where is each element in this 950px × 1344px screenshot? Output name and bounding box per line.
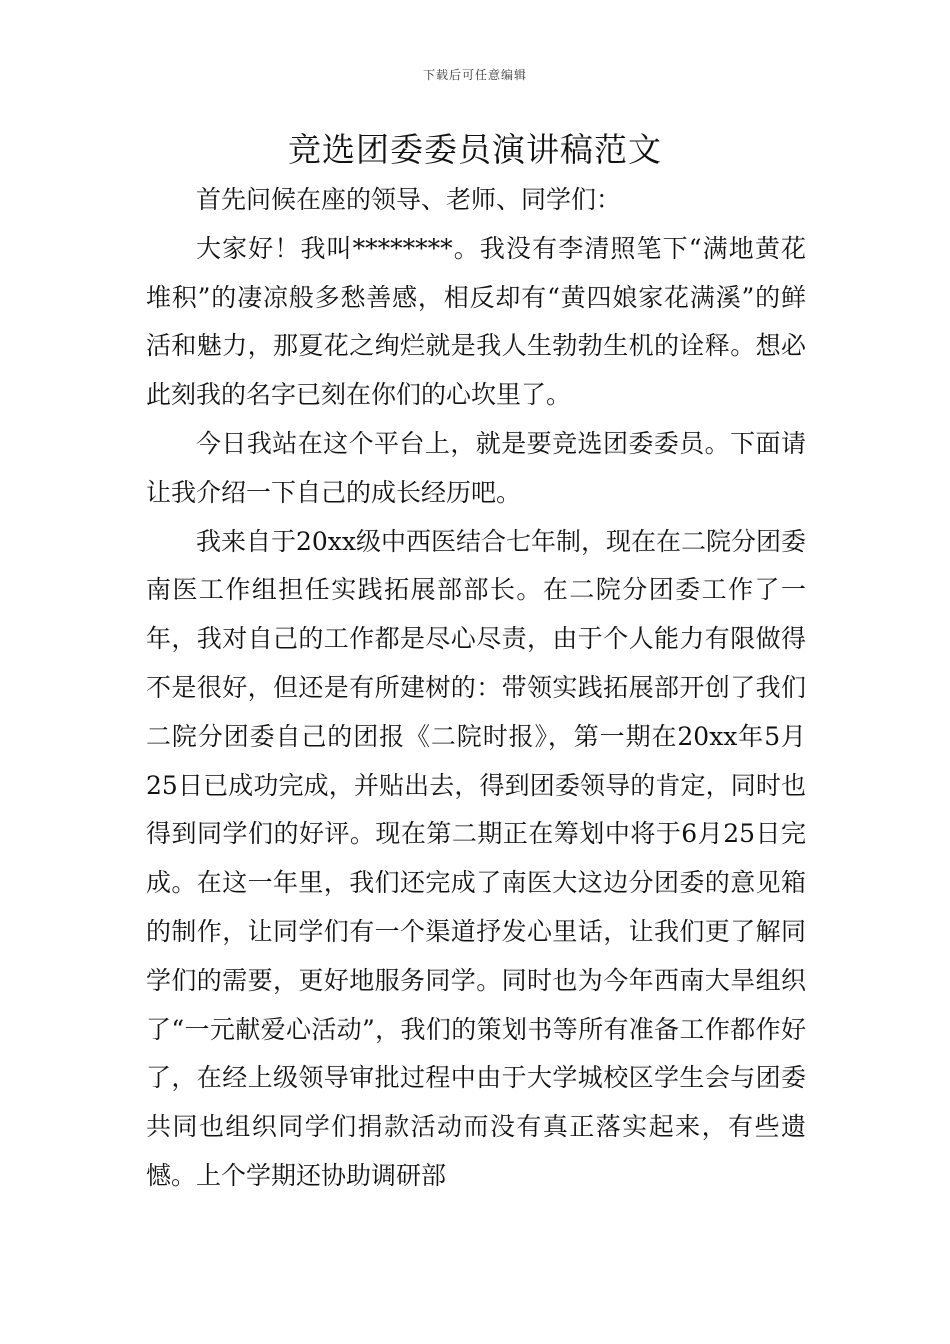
paragraph-purpose: 今日我站在这个平台上，就是要竞选团委委员。下面请让我介绍一下自己的成长经历吧。 bbox=[146, 428, 806, 507]
document-body bbox=[146, 176, 806, 1201]
paragraph-greeting: 首先问候在座的领导、老师、同学们： bbox=[196, 185, 622, 214]
paragraph-introduction: 大家好！我叫********。我没有李清照笔下“满地黄花堆积”的凄凉般多愁善感，相反却有“黄四娘家花满溪”的鲜活和魅力，那夏花之绚烂就是我人生勃勃生机的诠释。想必此刻我的名字已刻在你们的心坎里了。 bbox=[146, 233, 806, 410]
paragraph-experience: 我来自于20xx级中西医结合七年制，现在在二院分团委南医工作组担任实践拓展部部长。在二院分团委工作了一年，我对自己的工作都是尽心尽责，由于个人能力有限做得不是很好，但还是有所建树的：带领实践拓展部开创了我们二院分团委自己的团报《二院时报》，第一期在20xx年5月25日已成功完成，并贴出去，得到团委领导的肯定，同时也得到同学们的好评。现在第二期正在筹划中将于6月25日完成。在这一年里，我们还完成了南医大这边分团委的意见箱的制作，让同学们有一个渠道抒发心里话，让我们更了解同学们的需要，更好地服务同学。同时也为今年西南大旱组织了“一元献爱心活动”，我们的策划书等所有准备工作都作好了，在经上级领导审批过程中由于大学城校区学生会与团委共同也组织同学们捐款活动而没有真正落实起来，有些遗憾。上个学期还协助调研部 bbox=[146, 526, 807, 1190]
header-note: 下载后可任意编辑 bbox=[422, 68, 527, 82]
document-title: 竞选团委委员演讲稿范文 bbox=[288, 130, 662, 169]
